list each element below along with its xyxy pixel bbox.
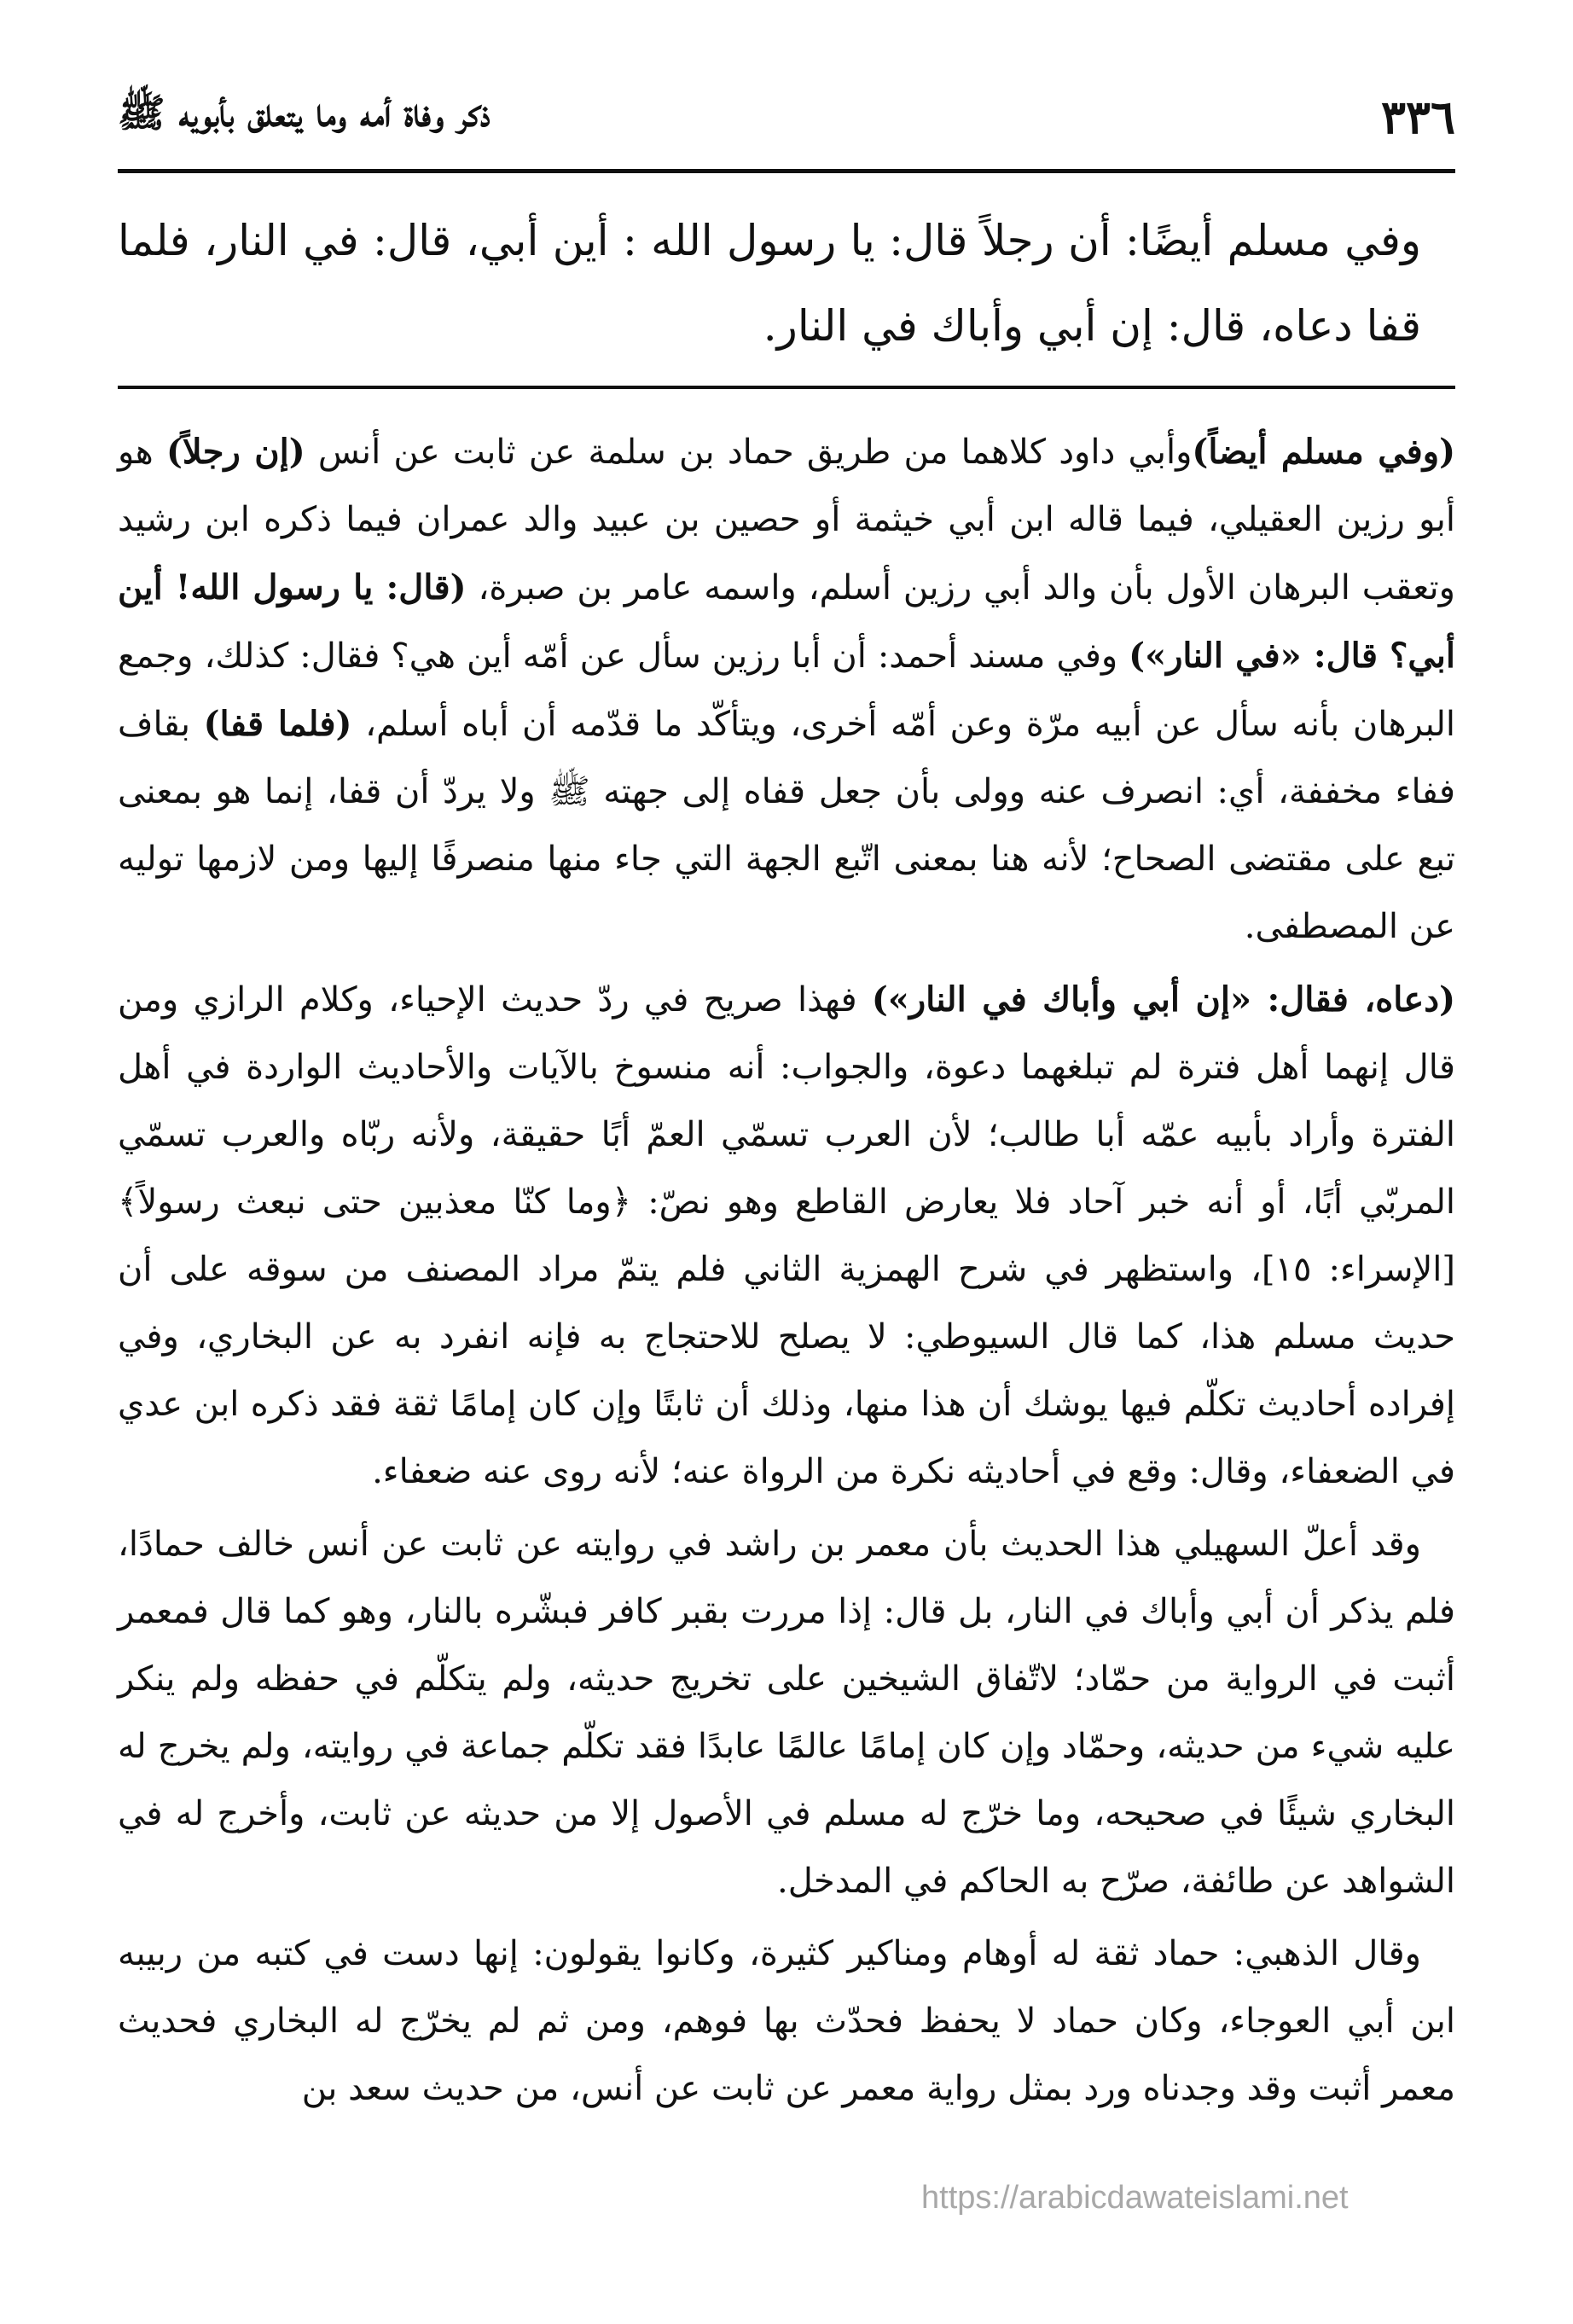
commentary-text: وأبي داود كلاهما من طريق حماد بن سلمة عن ثابت عن أنس bbox=[305, 433, 1193, 472]
header-rule bbox=[118, 169, 1455, 173]
commentary-text: وفي مسند أحمد: أن أبا رزين سأل عن أمّه أين هي؟ فقال: كذلك، وجمع البرهان بأنه سأل عن أبيه مرّة وعن أمّه أخرى، ويتأكّد ما قدّمه أن أباه أسلم، bbox=[118, 636, 1455, 744]
commentary-paragraph-4 bbox=[118, 1920, 1455, 2123]
commentary-text: هو أبو رزين العقيلي، فيما قاله ابن أبي خيثمة أو حصين بن عبيد والد عمران فيما ذكره ابن رشيد وتعقب البرهان الأول بأن والد أبي رزين أسلم، واسمه عامر بن صبرة، bbox=[118, 433, 1455, 607]
commentary-text: وقال الذهبي: حماد ثقة له أوهام ومناكير كثيرة، وكانوا يقولون: إنها دست في كتبه من ربيبه ابن أبي العوجاء، وكان حماد لا يحفظ فحدّث بها فوهم، ومن ثم لم يخرّج له البخاري فحديث معمر أثبت وقد وجدناه ورد بمثل رواية معمر عن ثابت عن أنس، من حديث سعد بن bbox=[118, 1934, 1455, 2108]
page-header bbox=[118, 78, 1455, 155]
running-title: ذكر وفاة أمه وما يتعلق بأبويه ﷺ bbox=[118, 89, 490, 136]
commentary-paragraph-1 bbox=[118, 418, 1455, 961]
page-number: ٣٣٦ bbox=[1380, 90, 1455, 144]
quoted-matn: (إن رجلاً) bbox=[166, 432, 305, 472]
separator-rule bbox=[118, 386, 1455, 389]
quoted-matn: (فلما قفا) bbox=[203, 704, 352, 744]
commentary bbox=[118, 418, 1455, 2128]
commentary-paragraph-3 bbox=[118, 1511, 1455, 1915]
quoted-matn: (وفي مسلم أيضاً) bbox=[1192, 432, 1455, 472]
quoted-matn: (قال: يا رسول الله! أين أبي؟ قال: «في النار») bbox=[118, 567, 1455, 676]
quoted-matn: (دعاه، فقال: «إن أبي وأباك في النار») bbox=[871, 979, 1456, 1020]
hadith-paragraph: وفي مسلم أيضًا: أن رجلاً قال: يا رسول الله : أين أبي، قال: في النار، فلما قفا دعاه، قال: إن أبي وأباك في النار. bbox=[118, 216, 1421, 351]
hadith-text bbox=[118, 198, 1455, 369]
commentary-text: وقد أعلّ السهيلي هذا الحديث بأن معمر بن راشد في روايته عن ثابت عن أنس خالف حمادًا، فلم يذكر أن أبي وأباك في النار، بل قال: إذا مررت بقبر كافر فبشّره بالنار، وهو كما قال فمعمر أثبت في الرواية من حمّاد؛ لاتّفاق الشيخين على تخريج حديثه، ولم يتكلّم في حفظه ولم ينكر عليه شيء من حديثه، وحمّاد وإن كان إمامًا عالمًا عابدًا فقد تكلّم جماعة في روايته، ولم يخرج له البخاري شيئًا في صحيحه، وما خرّج له مسلم في الأصول إلا من حديثه عن ثابت، وأخرج له في الشواهد عن طائفة، صرّح به الحاكم في المدخل. bbox=[118, 1525, 1455, 1901]
commentary-text: بقاف ففاء مخففة، أي: انصرف عنه وولى بأن جعل قفاه إلى جهته ﷺ ولا يردّ أن قفا، إنما هو بمعنى تبع على مقتضى الصحاح؛ لأنه هنا بمعنى اتّبع الجهة التي جاء منها منصرفًا إليها ومن لازمها توليه عن المصطفى. bbox=[118, 705, 1455, 946]
commentary-text: فهذا صريح في ردّ حديث الإحياء، وكلام الرازي ومن قال إنهما أهل فترة لم تبلغهما دعوة، والجواب: أنه منسوخ بالآيات والأحاديث الواردة في أهل الفترة وأراد بأبيه عمّه أبا طالب؛ لأن العرب تسمّي العمّ أبًا حقيقة، ولأنه ربّاه والعرب تسمّي المربّي أبًا، أو أنه خبر آحاد فلا يعارض القاطع وهو نصّ: ﴿وما كنّا معذبين حتى نبعث رسولاً﴾ [الإسراء: ١٥]، واستظهر في شرح الهمزية الثاني فلم يتمّ مراد المصنف من سوقه على أن حديث مسلم هذا، كما قال السيوطي: لا يصلح للاحتجاج به فإنه انفرد به عن البخاري، وفي إفراده أحاديث تكلّم فيها يوشك أن هذا منها، وذلك أن ثابتًا وإن كان إمامًا ثقة فقد ذكره ابن عدي في الضعفاء، وقال: وقع في أحاديثه نكرة من الرواة عنه؛ لأنه روى عنه ضعفاء. bbox=[118, 980, 1456, 1491]
watermark-url: https://arabicdawateislami.net bbox=[921, 2180, 1349, 2216]
commentary-paragraph-2 bbox=[118, 966, 1455, 1506]
